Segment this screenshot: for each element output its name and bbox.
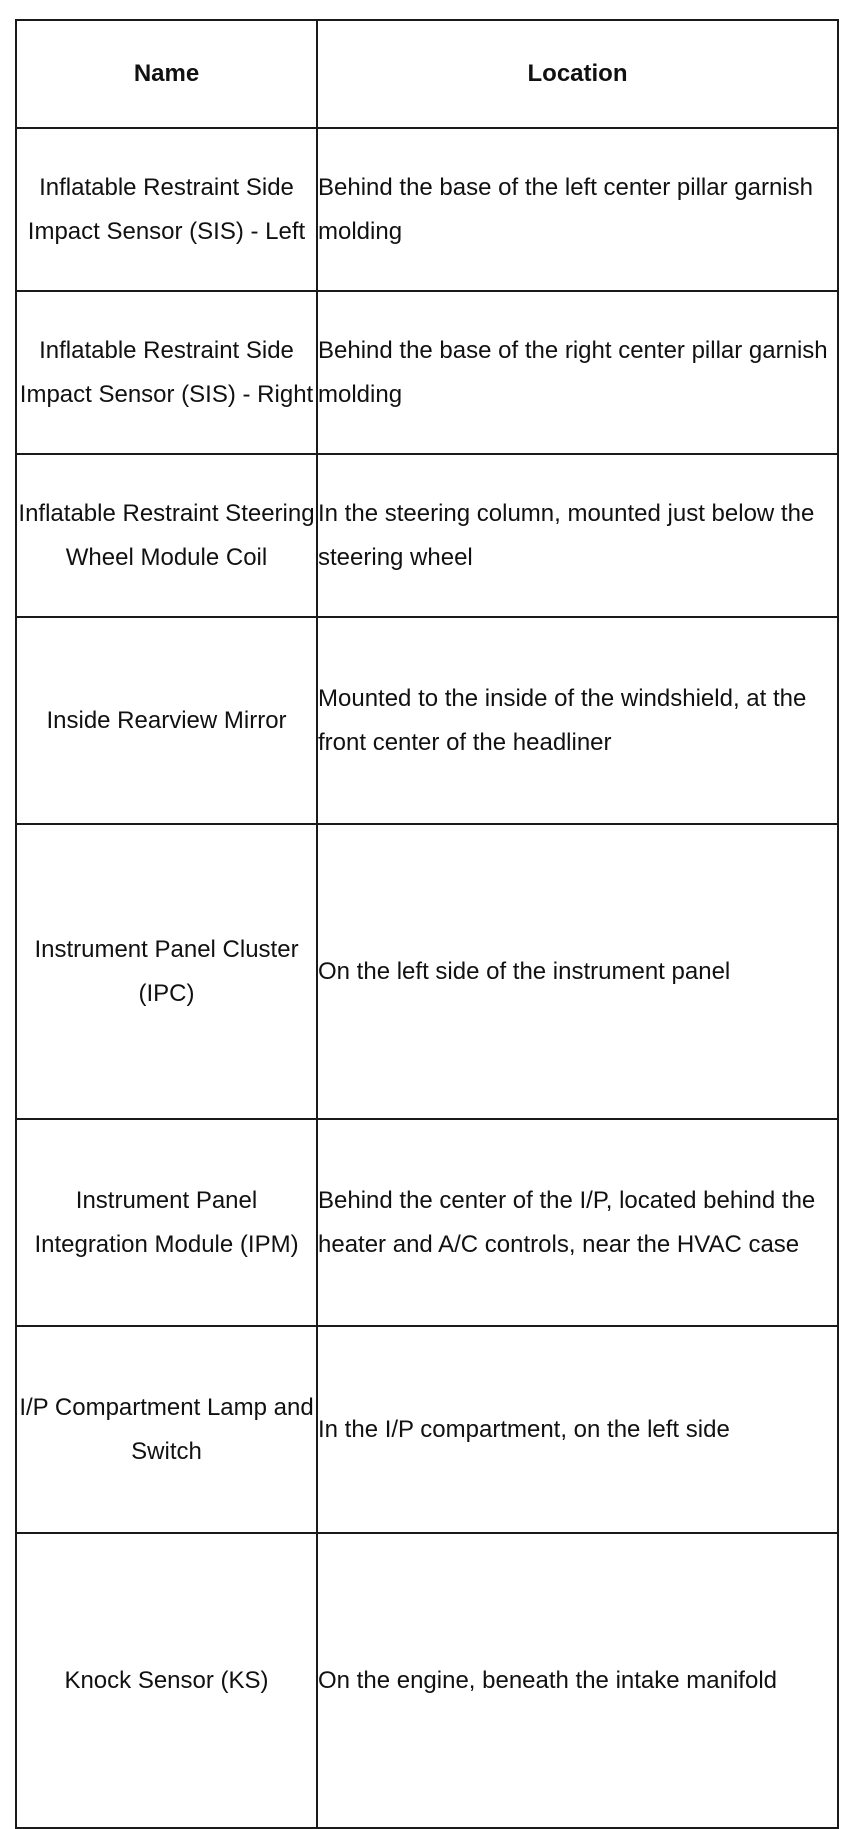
component-name-cell: Inflatable Restraint Side Impact Sensor (SIS) - Right bbox=[16, 291, 317, 454]
column-header-location: Location bbox=[317, 20, 838, 128]
component-location-cell: In the I/P compartment, on the left side bbox=[317, 1326, 838, 1533]
component-location-cell: On the left side of the instrument panel bbox=[317, 824, 838, 1119]
column-header-name: Name bbox=[16, 20, 317, 128]
table-row bbox=[16, 824, 838, 1119]
component-name-cell: Inflatable Restraint Steering Wheel Module Coil bbox=[16, 454, 317, 617]
table-row bbox=[16, 1326, 838, 1533]
table-row bbox=[16, 291, 838, 454]
component-location-cell: Behind the center of the I/P, located behind the heater and A/C controls, near the HVAC case bbox=[317, 1119, 838, 1326]
table-header-row bbox=[16, 20, 838, 128]
component-name-cell: Knock Sensor (KS) bbox=[16, 1533, 317, 1828]
component-locator-table bbox=[15, 19, 839, 1829]
table-row bbox=[16, 128, 838, 291]
component-name-cell: I/P Compartment Lamp and Switch bbox=[16, 1326, 317, 1533]
component-name-cell: Instrument Panel Integration Module (IPM) bbox=[16, 1119, 317, 1326]
component-name-cell: Instrument Panel Cluster (IPC) bbox=[16, 824, 317, 1119]
component-location-cell: Mounted to the inside of the windshield, at the front center of the headliner bbox=[317, 617, 838, 824]
table-row bbox=[16, 454, 838, 617]
table-row bbox=[16, 1119, 838, 1326]
component-name-cell: Inflatable Restraint Side Impact Sensor (SIS) - Left bbox=[16, 128, 317, 291]
table-row bbox=[16, 617, 838, 824]
component-location-cell: Behind the base of the right center pillar garnish molding bbox=[317, 291, 838, 454]
component-name-cell: Inside Rearview Mirror bbox=[16, 617, 317, 824]
component-location-cell: On the engine, beneath the intake manifold bbox=[317, 1533, 838, 1828]
component-location-cell: Behind the base of the left center pillar garnish molding bbox=[317, 128, 838, 291]
component-location-cell: In the steering column, mounted just below the steering wheel bbox=[317, 454, 838, 617]
table-row bbox=[16, 1533, 838, 1828]
